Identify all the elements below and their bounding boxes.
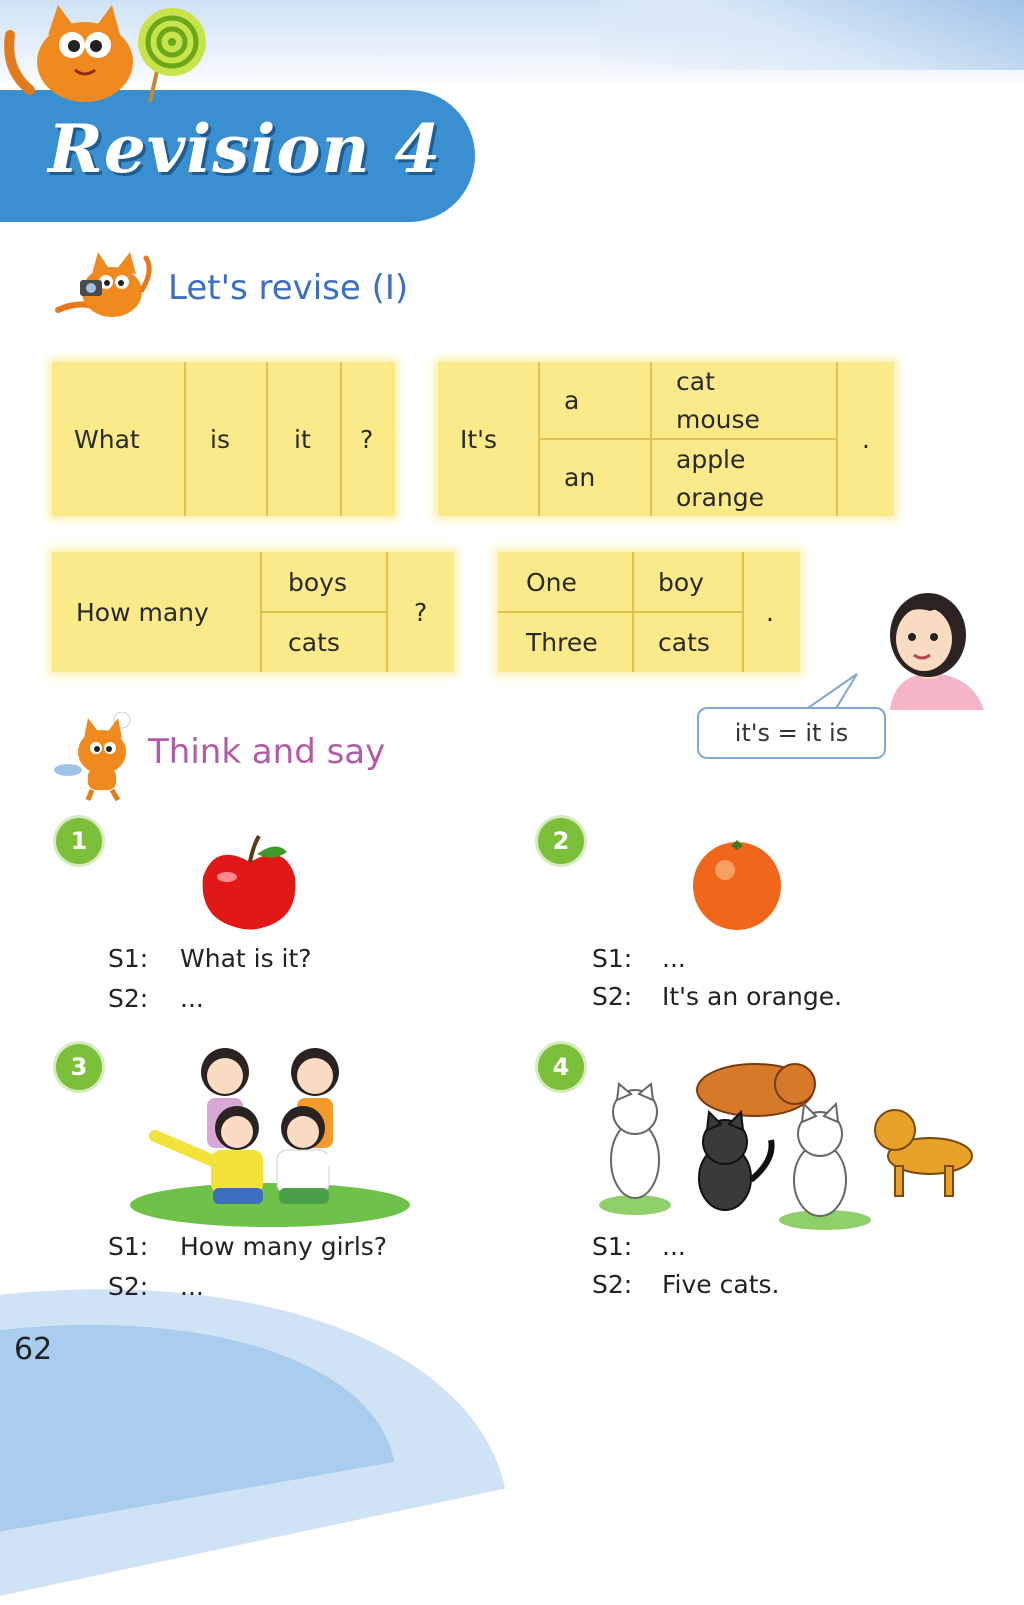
table-cell: mouse <box>676 404 760 434</box>
cat-mascot-icon <box>0 0 215 110</box>
table-cell: apple <box>676 444 746 474</box>
speech-bubble: it's = it is <box>697 707 886 759</box>
table-cell: ? <box>360 424 374 454</box>
dialogue-line: ... <box>180 1272 204 1301</box>
table-cell: orange <box>676 482 764 512</box>
table-cell: How many <box>76 597 209 627</box>
table-cell: it <box>294 424 311 454</box>
dialogue-line: Five cats. <box>662 1270 780 1299</box>
dialogue-line: What is it? <box>180 944 312 973</box>
table-cell: . <box>862 424 870 454</box>
apple-icon <box>195 832 305 932</box>
table-cell: cats <box>658 627 710 657</box>
speech-bubble-tail <box>785 672 865 712</box>
exercise-number-badge: 4 <box>538 1044 584 1090</box>
table-cell: It's <box>460 424 498 454</box>
table-cell: a <box>564 386 580 415</box>
sky-band-right <box>600 0 1024 70</box>
table-cell: an <box>564 463 596 492</box>
exercise-number-badge: 1 <box>56 818 102 864</box>
dialogue-line: ... <box>662 1232 686 1261</box>
table-cell: ? <box>414 597 428 627</box>
table-cell: is <box>210 424 230 454</box>
page-number: 62 <box>14 1332 53 1367</box>
table-cell: boys <box>288 567 347 597</box>
grammar-table-how-many <box>52 552 454 672</box>
dialogue-line: How many girls? <box>180 1232 388 1261</box>
speaker-label: S2: <box>108 1272 149 1301</box>
exercise-number-badge: 3 <box>56 1044 102 1090</box>
lollipop-icon <box>138 8 206 76</box>
children-icon <box>125 1040 415 1230</box>
dialogue-line: It's an orange. <box>662 982 843 1011</box>
dialogue-line: ... <box>662 944 686 973</box>
cat-thinking-icon <box>52 712 147 802</box>
cats-icon <box>595 1050 975 1230</box>
speaker-label: S1: <box>592 1232 633 1261</box>
table-cell: Three <box>526 627 598 657</box>
cat-camera-icon <box>50 250 162 325</box>
grammar-table-its <box>438 362 894 516</box>
section-title-lets-revise: Let's revise (I) <box>168 268 409 308</box>
table-cell: One <box>526 567 577 597</box>
table-cell: boy <box>658 567 704 597</box>
page-title: Revision 4 <box>48 110 442 188</box>
girl-icon <box>860 575 990 710</box>
dialogue-line: ... <box>180 984 204 1013</box>
speaker-label: S1: <box>108 944 149 973</box>
grammar-table-numbers <box>498 552 800 672</box>
speaker-label: S1: <box>592 944 633 973</box>
table-cell: What <box>74 424 140 454</box>
table-cell: cat <box>676 366 715 396</box>
speaker-label: S2: <box>592 982 633 1011</box>
section-title-think-and-say: Think and say <box>148 732 386 772</box>
speaker-label: S2: <box>108 984 149 1013</box>
exercise-number-badge: 2 <box>538 818 584 864</box>
orange-icon <box>685 836 790 931</box>
table-cell: cats <box>288 627 340 657</box>
grammar-table-what-is-it <box>52 362 395 516</box>
table-cell: . <box>766 597 774 627</box>
speaker-label: S1: <box>108 1232 149 1261</box>
speaker-label: S2: <box>592 1270 633 1299</box>
